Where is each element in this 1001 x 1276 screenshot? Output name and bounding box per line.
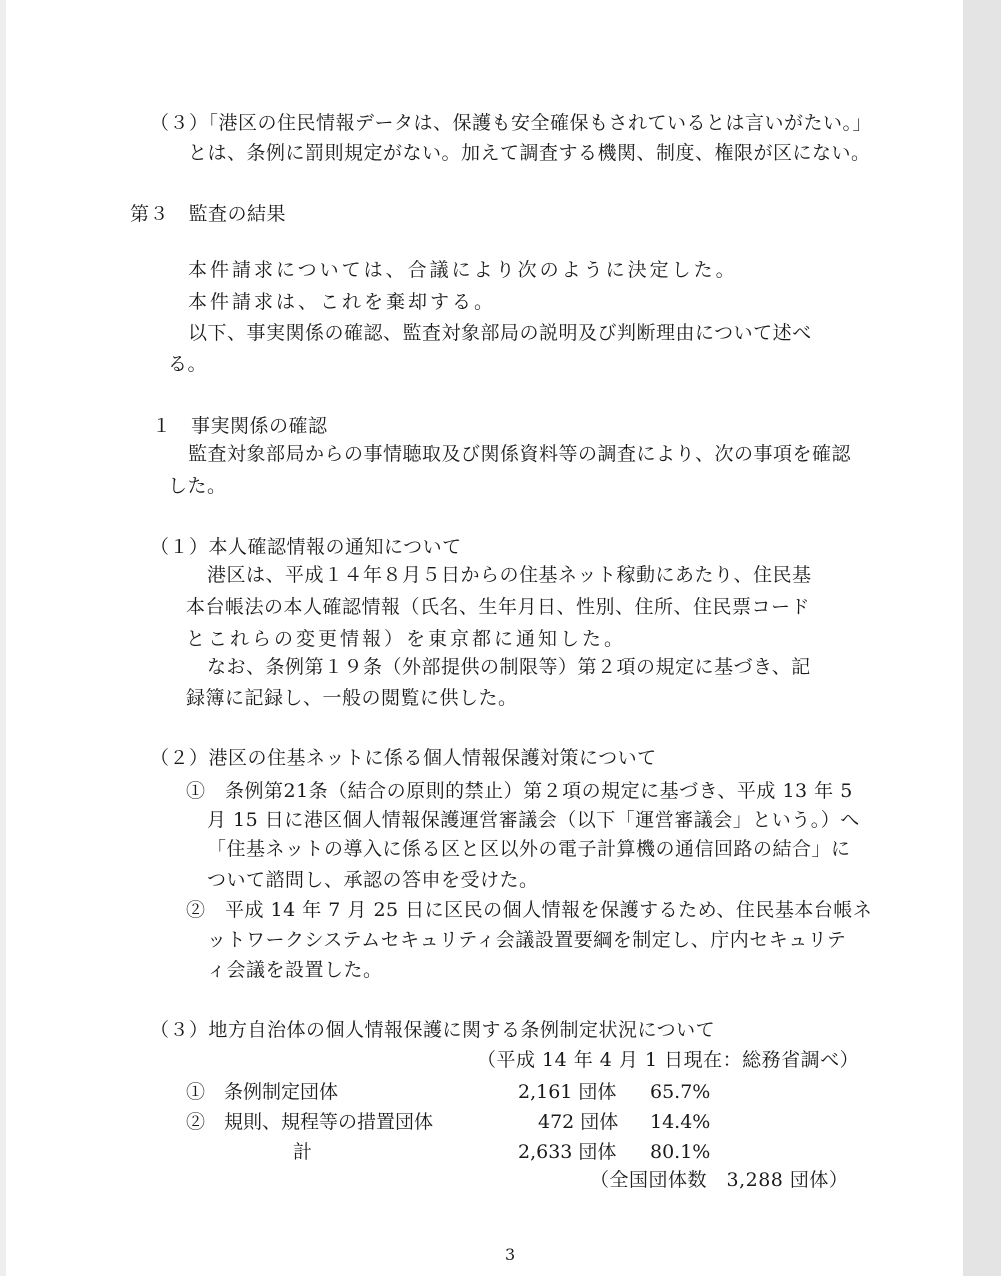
item1-heading: （１）本人確認情報の通知について (150, 536, 462, 558)
section-heading: 第３ 監査の結果 (130, 203, 287, 225)
item3-source-note: （平成 14 年 4 月 1 日現在：総務省調べ） (477, 1049, 860, 1071)
page-number: 3 (505, 1245, 516, 1264)
item2-heading: （２）港区の住基ネットに係る個人情報保護対策について (150, 747, 657, 769)
scan-left-edge (0, 0, 6, 1276)
stats-row-label: ① 条例制定団体 (186, 1081, 339, 1103)
intro-line-2: とは、条例に罰則規定がない。加えて調査する機関、制度、権限が区にない。 (188, 142, 871, 164)
stats-total-note: （全国団体数 3,288 団体） (590, 1169, 849, 1191)
scan-right-edge (963, 0, 1001, 1276)
item2-sub2-line-3: ィ会議を設置した。 (207, 959, 383, 981)
stats-row-count: 2,161 団体 (518, 1081, 617, 1103)
item2-sub1-line-2: 月 15 日に港区個人情報保護運営審議会（以下「運営審議会」という。）へ (207, 809, 860, 831)
section-paragraph-3-line-1: 以下、事実関係の確認、監査対象部局の説明及び判断理由について述べ (188, 322, 812, 344)
stats-row-percent: 14.4% (650, 1111, 711, 1133)
section-paragraph-2: 本件請求は、これを棄却する。 (188, 291, 497, 313)
stats-row-label: ② 規則、規程等の措置団体 (186, 1111, 434, 1133)
item1-paragraph-1-line-1: 港区は、平成１４年８月５日からの住基ネット稼動にあたり、住民基 (207, 564, 812, 586)
item1-paragraph-2-line-2: 録簿に記録し、一般の閲覧に供した。 (186, 687, 518, 709)
item2-sub1-line-1: ① 条例第21条（結合の原則的禁止）第２項の規定に基づき、平成 13 年 5 (186, 780, 853, 802)
stats-row-percent: 65.7% (650, 1081, 711, 1103)
item2-sub1-line-4: ついて諮問し、承認の答申を受けた。 (207, 869, 539, 891)
stats-row-count: 2,633 団体 (518, 1141, 617, 1163)
item2-sub2-line-2: ットワークシステムセキュリティ会議設置要綱を制定し、庁内セキュリテ (207, 929, 847, 951)
section-paragraph-3-line-2: る。 (168, 353, 208, 375)
fact-line-2: した。 (168, 475, 227, 497)
item3-heading: （３）地方自治体の個人情報保護に関する条例制定状況について (150, 1019, 716, 1041)
item1-paragraph-2-line-1: なお、条例第１９条（外部提供の制限等）第２項の規定に基づき、記 (207, 656, 811, 678)
stats-row-label: 計 (293, 1141, 313, 1163)
intro-line-1: （３）「港区の住民情報データは、保護も安全確保もされているとは言いがたい。」 (150, 112, 873, 134)
section-paragraph-1: 本件請求については、合議により次のように決定した。 (188, 259, 738, 281)
stats-row-count: 472 団体 (538, 1111, 619, 1133)
stats-row-percent: 80.1% (650, 1141, 711, 1163)
item1-paragraph-1-line-2: 本台帳法の本人確認情報（氏名、生年月日、性別、住所、住民票コード (186, 596, 811, 618)
fact-line-1: 監査対象部局からの事情聴取及び関係資料等の調査により、次の事項を確認 (188, 443, 852, 465)
item2-sub1-line-3: 「住基ネットの導入に係る区と区以外の電子計算機の通信回路の結合」に (207, 838, 851, 860)
item2-sub2-line-1: ② 平成 14 年 7 月 25 日に区民の個人情報を保護するため、住民基本台帳ネ (186, 899, 873, 921)
item1-paragraph-1-line-3: とこれらの変更情報）を東京都に通知した。 (186, 628, 627, 650)
fact-heading: １ 事実関係の確認 (152, 415, 328, 437)
